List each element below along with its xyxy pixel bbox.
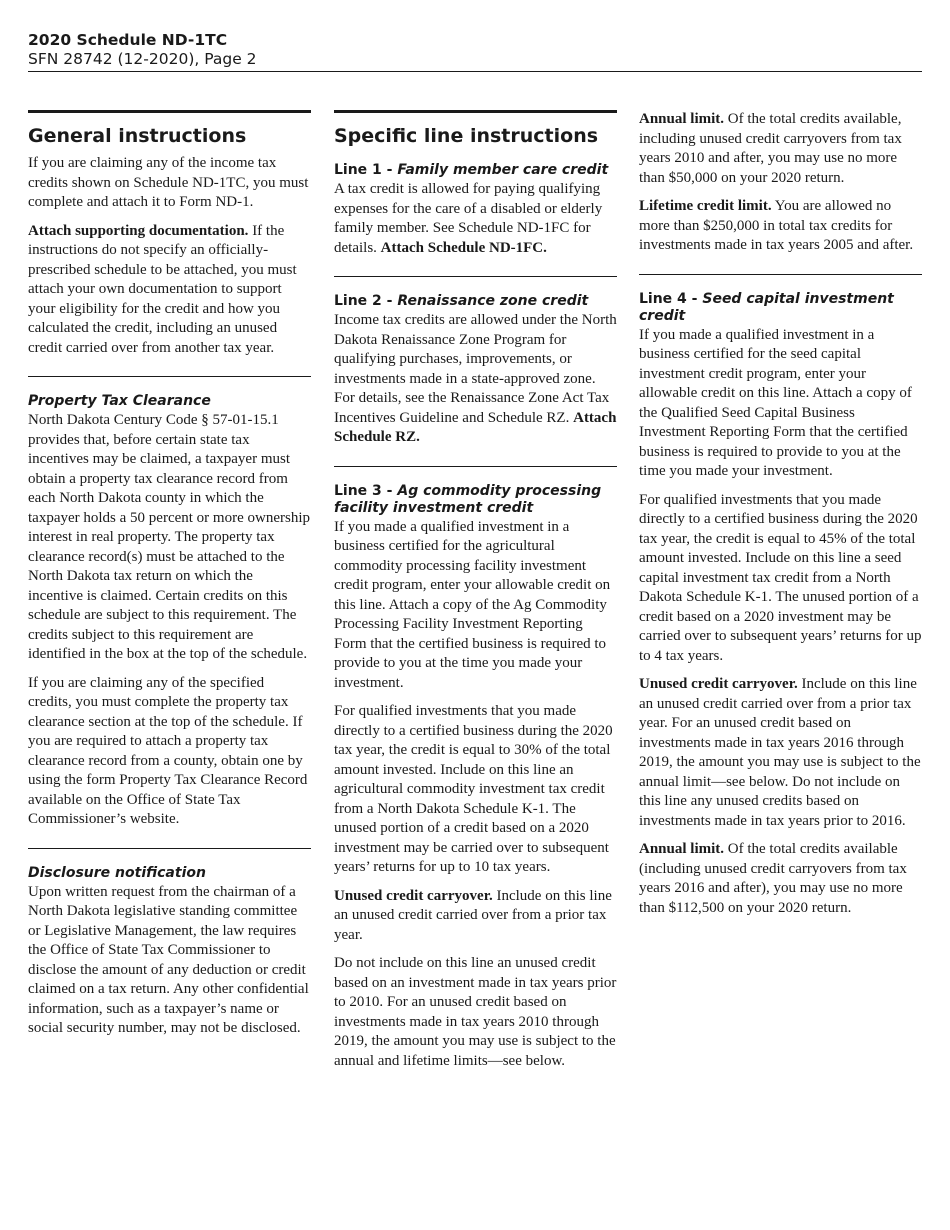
annual-bold: Annual limit. (639, 111, 725, 127)
section-divider (28, 848, 311, 849)
line3-label: Line 3 - (334, 482, 398, 499)
section-rule (28, 110, 311, 113)
annual-limit-paragraph (639, 110, 922, 188)
lifetime-limit-paragraph (639, 197, 922, 256)
attach-paragraph (28, 222, 311, 359)
section-rule (334, 110, 617, 113)
line3-title: Ag commodity processing facility investment credit (334, 482, 602, 516)
attach-text: If the instructions do not specify an officially-prescribed schedule to be attached, you must attach your own documentation to support your eligibility for the credit and how you calculated the credit, including an unused credit carried over from another tax year. (28, 222, 297, 356)
attach-bold: Attach supporting documentation. (28, 222, 249, 239)
line3-carryover-paragraph (334, 887, 617, 946)
ptc-paragraph-2: If you are claiming any of the specified credits, you must complete the property tax clearance section at the top of the schedule. If you are required to attach a property tax clearance record from a county, obtain one by using the form Property Tax Clearance Record available on the Office of State Tax Commissioner’s website. (28, 674, 308, 827)
line1-heading (334, 162, 617, 179)
line4-annual-paragraph (639, 840, 922, 918)
line1-bold: Attach Schedule ND-1FC. (380, 239, 547, 256)
line4-paragraph-2: For qualified investments that you made directly to a certified business during the 2020 tax year, the credit is equal to 45% of the total amount invested. Include on this line a seed capital investment tax credit from a North Dakota Schedule K-1. The unused portion of a credit based on a 2020 investment may be carried over to subsequent years’ returns for up to 4 tax years. (639, 491, 922, 664)
line3-paragraph-4: Do not include on this line an unused credit based on an investment made in tax years prior to 2010. For an unused credit based on investments made in tax years 2010 through 2019, the amount you may use is subject to the annual and lifetime limits—see below. (334, 955, 617, 1069)
lifetime-bold: Lifetime credit limit. (639, 198, 772, 214)
column-general (28, 110, 311, 1048)
header-divider (28, 71, 922, 72)
general-intro: If you are claiming any of the income tax credits shown on Schedule ND-1TC, you must complete and attach it to Form ND-1. (28, 155, 309, 210)
line4-paragraph-1: If you made a qualified investment in a business certified for the seed capital investment credit program, enter your allowable credit on this line. Attach a copy of the Qualified Seed Capital Business Investment Reporting Form that the certified business is required to provide to you at the time you made your investment. (639, 326, 912, 479)
line2-paragraph (334, 311, 617, 448)
line3-heading (334, 483, 617, 517)
line3-carry-text: Include on this line an unused credit carried over from a prior tax year. (334, 887, 612, 943)
line2-label: Line 2 - (334, 293, 398, 309)
line4-label: Line 4 - (639, 290, 703, 307)
line4-carry-text: Include on this line an unused credit carried over from a prior tax year. For an unused credit based on investments made in tax years 2016 through 2019, the amount you may use is subject to the annual limit—see below. Do not include on this line any unused credits based on investments made in tax years prior to 2016. (639, 676, 921, 829)
line4-title: Seed capital investment credit (639, 290, 894, 324)
page-header (28, 31, 922, 69)
line3-carry-bold: Unused credit carryover. (334, 887, 493, 904)
column-specific (334, 110, 617, 1080)
line4-annual-text: Of the total credits available (including unused credit carryovers from tax years 2016 and after), you may use no more than $112,500 on your 2020 return. (639, 841, 907, 916)
section-divider (639, 274, 922, 275)
line4-carryover-paragraph (639, 675, 922, 831)
line3-paragraph-2: For qualified investments that you made directly to a certified business during the 2020 tax year, the credit is equal to 30% of the total amount invested. Include on this line an agricultural commodity investment tax credit from a North Dakota Schedule K-1. The unused portion of a credit based on a 2020 investment may be carried over to subsequent years’ returns for up to 10 tax years. (334, 703, 613, 875)
disclosure-heading: Disclosure notification (28, 864, 206, 881)
line1-text: A tax credit is allowed for paying qualifying expenses for the care of a disabled or elderly family member. See Schedule ND-1FC for details. (334, 181, 603, 256)
disclosure-paragraph: Upon written request from the chairman of a North Dakota legislative standing committee or Legislative Management, the law requires the Office of State Tax Commissioner to disclose the amount of any deduction or credit claimed on a tax return. Any other confidential information, such as a taxpayer’s name or social security number, may not be disclosed. (28, 883, 309, 1036)
line4-heading (639, 291, 922, 325)
annual-text: Of the total credits available, including unused credit carryovers from tax years 2010 and after, you may use no more than $50,000 on your 2020 return. (639, 111, 902, 186)
ptc-paragraph-1: North Dakota Century Code § 57-01-15.1 provides that, before certain state tax incentives may be claimed, a taxpayer must obtain a property tax clearance record from each North Dakota county in which the taxpayer holds a 50 percent or more ownership interest in real property. The property tax clearance record(s) must be attached to the North Dakota tax return on which the incentive is claimed. Certain credits on this schedule are subject to this requirement. The credits subject to this requirement are identified in the box at the top of the schedule. (28, 412, 310, 662)
line2-bold: Attach Schedule RZ. (334, 409, 617, 445)
line1-label: Line 1 - (334, 162, 398, 178)
line2-text: Income tax credits are allowed under the North Dakota Renaissance Zone Program for qualifying purchases, improvements, or investments made in a state-approved zone. For details, see the Renaissance Zone Act Tax Incentives Guideline and Schedule RZ. (334, 312, 617, 426)
line1-paragraph (334, 180, 617, 258)
line2-heading (334, 293, 617, 310)
form-title: 2020 Schedule ND-1TC (28, 31, 228, 49)
general-heading: General instructions (28, 125, 247, 147)
section-divider (334, 276, 617, 277)
section-divider (28, 376, 311, 377)
line4-annual-bold: Annual limit. (639, 841, 725, 857)
ptc-heading: Property Tax Clearance (28, 393, 211, 409)
form-subtitle: SFN 28742 (12-2020), Page 2 (28, 50, 257, 68)
lifetime-text: You are allowed no more than $250,000 in total tax credits for investments made in tax years 2005 and after. (639, 198, 914, 253)
specific-heading: Specific line instructions (334, 125, 599, 147)
line2-title: Renaissance zone credit (397, 293, 589, 309)
line1-title: Family member care credit (397, 162, 609, 178)
line3-paragraph-1: If you made a qualified investment in a business certified for the agricultural commodity processing facility investment credit program, enter your allowable credit on this line. Attach a copy of the Ag Commodity Processing Facility Investment Reporting Form that the certified business is required to provide to you at the time you made your investment. (334, 518, 611, 691)
section-divider (334, 466, 617, 467)
column-continued (639, 110, 922, 927)
line4-carry-bold: Unused credit carryover. (639, 676, 798, 692)
